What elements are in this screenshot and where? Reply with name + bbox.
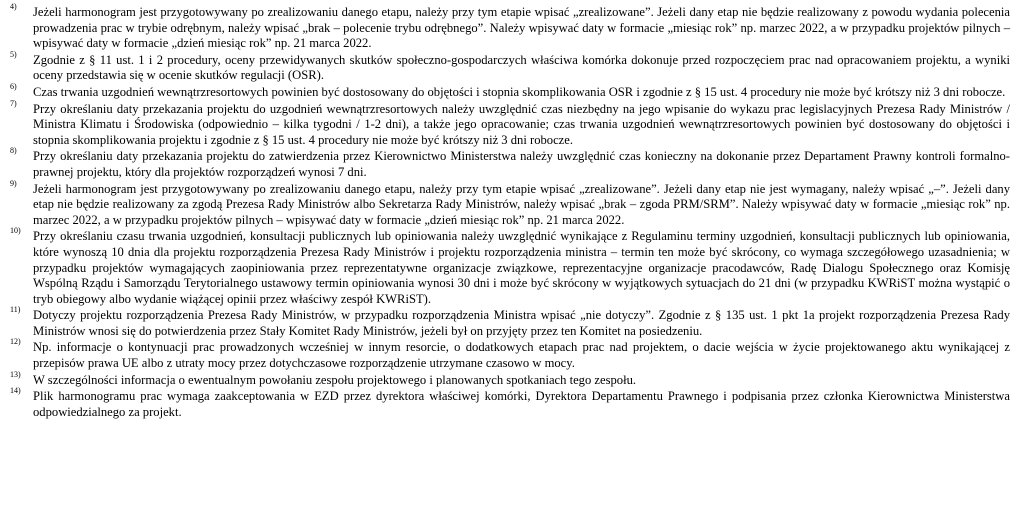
- footnote-number: 11): [10, 305, 21, 315]
- footnote-text: Przy określaniu czasu trwania uzgodnień, konsultacji publicznych lub opiniowania należy uwzględnić wynikające z Regulaminu terminy uzgodnień, konsultacji publicznych lub opiniowania, które wynoszą 10 dnia dla projektu rozporządzenia Prezesa Rady Ministrów i projektu rozporządzenia ministra – termin ten może być skrócony, co wymaga szczegółowego uzasadnienia; w przypadku projektów wymagających zaopiniowania przez reprezentatywne organizacje związkowe, reprezentacyjne organizacje pracodawców, Radę Dialogu Społecznego oraz Komisję Wspólną Rządu i Samorządu Terytorialnego ustawowy termin opiniowania wynosi 30 dni i może być skrócony w wyjątkowych sytuacjach do 21 dni (w przypadku KWRiST można wystąpić o tryb obiegowy albo wydanie wiążącej opinii przez właściwy zespół KWRiST).: [33, 229, 1010, 306]
- footnote-text: Czas trwania uzgodnień wewnątrzresortowych powinien być dostosowany do objętości i stopnia skomplikowania OSR i zgodnie z § 15 ust. 4 procedury nie może być krótszy niż 3 dni robocze.: [33, 84, 1006, 99]
- footnote-5: [10, 49, 1010, 84]
- footnote-number: 8): [10, 146, 17, 156]
- footnote-number: 7): [10, 98, 17, 108]
- footnote-text: Dotyczy projektu rozporządzenia Prezesa Rady Ministrów, w przypadku rozporządzenia Ministra wpisać „nie dotyczy”. Zgodnie z § 135 ust. 1 pkt 1a projekt rozporządzenia Prezesa Rady Ministrów wnosi się do potwierdzenia przez Stały Komitet Rady Ministrów, jeżeli był on przyjęty przez ten Komitet na posiedzeniu.: [33, 308, 1010, 338]
- footnote-text: Przy określaniu daty przekazania projektu do zatwierdzenia przez Kierownictwo Ministerstwa należy uwzględnić czas konieczny na dokonanie przez Departament Prawny kontroli formalno-prawnej projektu, który dla projektów rozporządzeń wynosi 7 dni.: [33, 149, 1010, 179]
- footnote-12: [10, 337, 1010, 371]
- footnote-number: 9): [10, 178, 17, 188]
- footnote-10: [10, 226, 1010, 307]
- footnote-text: Np. informacje o kontynuacji prac prowadzonych wcześniej w innym resorcie, o dodatkowych etapach prac nad projektem, o dacie wejścia w życie projektowanego aktu wynikającej z przepisów prawa UE albo z utraty mocy przez dotychczasowe rozporządzenie utrzymane czasowo w mocy.: [33, 340, 1010, 371]
- footnote-number: 10): [10, 226, 21, 236]
- footnote-9: [10, 178, 1010, 229]
- footnote-text: Jeżeli harmonogram jest przygotowywany po zrealizowaniu danego etapu, należy przy tym etapie wpisać „zrealizowane”. Jeżeli dany etap nie jest wymagany, należy wpisać „–”. Jeżeli dany etap nie będzie realizowany za zgodą Prezesa Rady Ministrów albo Sekretarza Rady Ministrów, należy wpisać „brak – zgoda PRM/SRM”. Należy wpisywać daty w formacie „miesiąc rok” np. marzec 2022, a w przypadku projektów pilnych – wpisywać daty w formacie „dzień miesiąc rok” np. 21 marca 2022.: [33, 181, 1010, 227]
- footnote-text: Przy określaniu daty przekazania projektu do uzgodnień wewnątrzresortowych należy uwzględnić czas niezbędny na jego wpisanie do wykazu prac legislacyjnych Prezesa Rady Ministrów / Ministra Klimatu i Środowiska (odpowiednio – kilka tygodni / 1-2 dni), a także jego opracowanie; czas trwania uzgodnień wewnątrzresortowych powinien być dostosowany do objętości i stopnia skomplikowania projektu i zgodnie z § 15 ust. 4 procedury nie może być krótszy niż 3 dni robocze.: [33, 101, 1010, 147]
- footnote-number: 6): [10, 81, 17, 91]
- footnote-8: [10, 146, 1010, 180]
- footnotes-list: [10, 2, 1010, 421]
- footnote-number: 12): [10, 337, 21, 347]
- footnote-6: [10, 81, 1010, 101]
- footnote-number: 13): [10, 369, 21, 379]
- footnote-14: [10, 386, 1010, 420]
- footnote-text: Zgodnie z § 11 ust. 1 i 2 procedury, oceny przewidywanych skutków społeczno-gospodarczych właściwa komórka dokonuje przed rozpoczęciem prac nad opracowaniem projektu, a wyniki oceny przedstawia się w ocenie skutków regulacji (OSR).: [33, 52, 1010, 83]
- footnote-4: [10, 2, 1010, 52]
- footnote-text: Plik harmonogramu prac wymaga zaakceptowania w EZD przez dyrektora właściwej komórki, Dyrektora Departamentu Prawnego i podpisania przez członka Kierownictwa Ministerstwa odpowiedzialnego za projekt.: [33, 389, 1010, 419]
- footnote-number: 14): [10, 386, 21, 396]
- footnote-number: 4): [10, 2, 17, 11]
- footnote-text: W szczególności informacja o ewentualnym powołaniu zespołu projektowego i planowanych spotkaniach tego zespołu.: [33, 372, 637, 387]
- footnote-7: [10, 98, 1010, 149]
- footnote-13: [10, 369, 1010, 389]
- footnote-text: Jeżeli harmonogram jest przygotowywany po zrealizowaniu danego etapu, należy przy tym etapie wpisać „zrealizowane”. Jeżeli dany etap nie będzie realizowany z powodu wydania polecenia prowadzenia prac w trybie odrębnym, należy wpisać „brak – polecenie trybu odrębnego”. Należy wpisywać daty w formacie „miesiąc rok” np. marzec 2022, a w przypadku projektów pilnych – wpisywać daty w formacie „dzień miesiąc rok” np. 21 marca 2022.: [33, 5, 1010, 51]
- footnote-11: [10, 305, 1010, 339]
- footnote-number: 5): [10, 49, 17, 59]
